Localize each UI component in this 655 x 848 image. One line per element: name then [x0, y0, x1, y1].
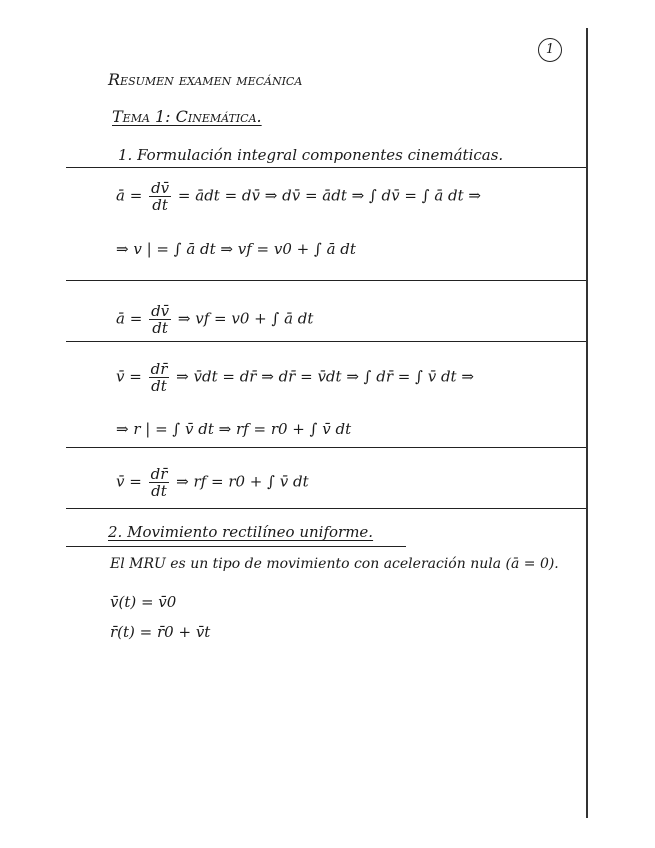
boxed-result-1: ā = $\frac{dv̄}{dt}$ ⇒ vf = v0 + ∫ ā dt	[116, 302, 314, 337]
divider	[66, 167, 586, 168]
equation-1-line-2: ⇒ v | = ∫ ā dt ⇒ vf = v0 + ∫ ā dt	[116, 240, 356, 258]
section-2-text: El MRU es un tipo de movimiento con aceleración nula (ā = 0).	[110, 556, 559, 572]
divider	[66, 447, 586, 448]
margin-line	[586, 28, 588, 818]
equation-velocity: v̄(t) = v̄0	[110, 593, 177, 611]
boxed-result-2: v̄ = $\frac{dr̄}{dt}$ ⇒ rf = r0 + ∫ v̄ dt	[116, 465, 309, 500]
page-title: Resumen examen mecánica	[108, 70, 303, 89]
divider	[66, 341, 586, 342]
divider	[66, 508, 586, 509]
equation-1-line-1: ā = $\frac{dv̄}{dt}$ = ādt = dv̄ ⇒ dv̄ = ādt ⇒ ∫ dv̄ = ∫ ā dt ⇒	[116, 179, 481, 214]
divider	[66, 546, 406, 547]
equation-position: r̄(t) = r̄0 + v̄t	[110, 623, 211, 641]
section-2-heading: 2. Movimiento rectilíneo uniforme.	[108, 523, 374, 541]
topic-title: Tema 1: Cinemática.	[112, 107, 262, 126]
page-number: 1	[538, 38, 562, 62]
divider	[66, 280, 586, 281]
section-1-heading: 1. Formulación integral componentes cinemáticas.	[118, 146, 504, 164]
equation-2-line-2: ⇒ r | = ∫ v̄ dt ⇒ rf = r0 + ∫ v̄ dt	[116, 420, 352, 438]
equation-2-line-1: v̄ = $\frac{dr̄}{dt}$ ⇒ v̄dt = dr̄ ⇒ dr̄ = v̄dt ⇒ ∫ dr̄ = ∫ v̄ dt ⇒	[116, 360, 474, 395]
